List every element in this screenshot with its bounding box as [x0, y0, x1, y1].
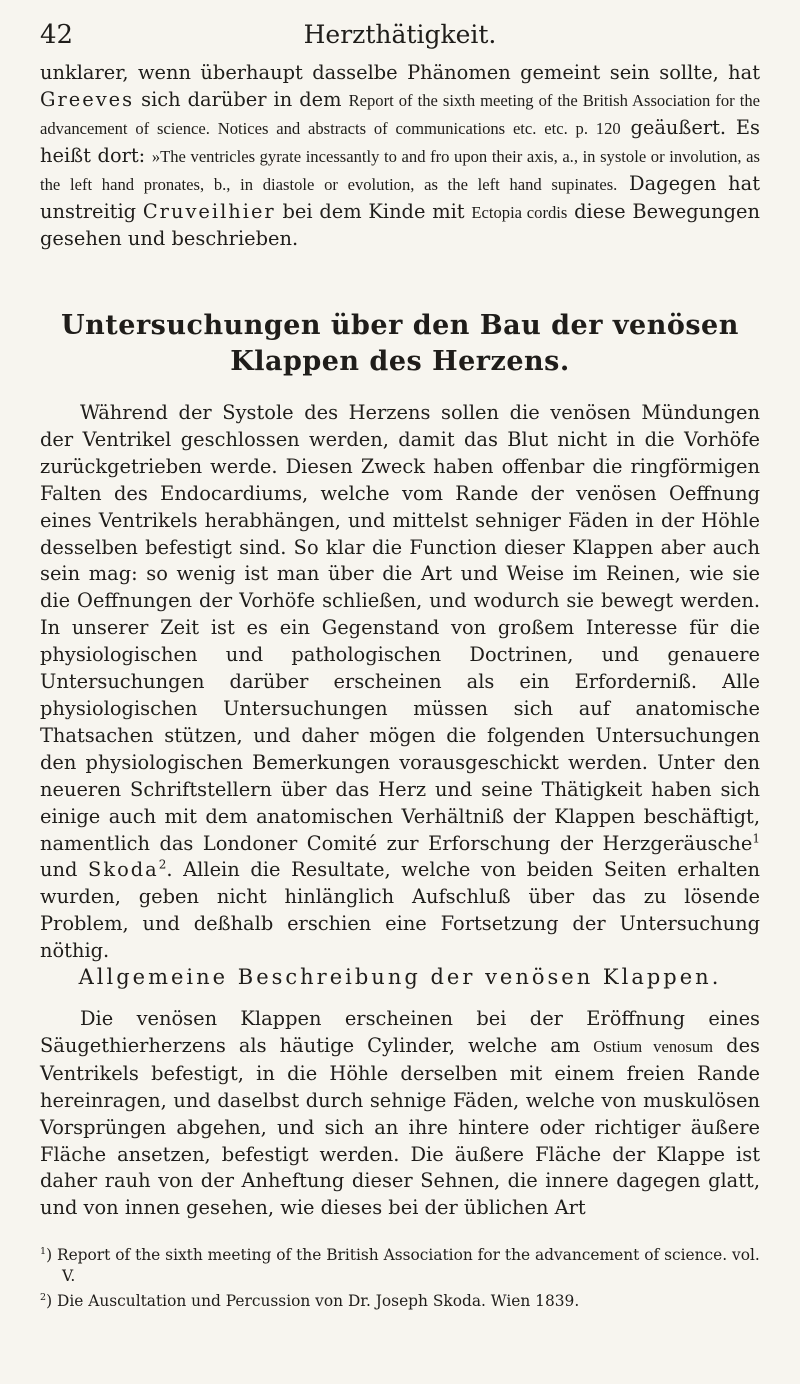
- citation-latin: Report of the sixth meeting of the British Association for the advancement of science. Notices and abstracts of communications etc. etc. p. 120: [40, 90, 760, 138]
- section-heading: Untersuchungen über den Bau der venösen Klappen des Herzens.: [61, 310, 739, 377]
- paragraph: Die venösen Klappen erscheinen bei der Eröffnung eines Säugethierherzens als häutige Cylinder, welche am Ostium venosum des Ventrikels befestigt, in die Höhle derselben mit einem freien Rande hereinragen, und daselbst durch sehnige Fäden, welche von muskulösen Vorsprüngen abgehen, und sich an ihre hintere oder richtiger äußere Fläche ansetzen, befestigt werden. Die äußere Fläche der Klappe ist daher rauh von der Anheftung dieser Sehnen, die innere dagegen glatt, und von innen gesehen, wie dieses bei der üblichen Art: [40, 1007, 760, 1220]
- page-header: [40, 20, 760, 52]
- footnote-mark: 2: [40, 1291, 47, 1303]
- footnote-mark: 1: [40, 1245, 47, 1257]
- paragraph-continued: unklarer, wenn überhaupt dasselbe Phänomen gemeint sein sollte, hat Greeves sich darüber in dem Report of the sixth meeting of the British Association for the advancement of science. Notices and abstracts of communications etc. etc. p. 120 geäußert. Es heißt dort: »The ventricles gyrate incessantly to and fro upon their axis, a., in systole or involution, as the left hand pronates, b., in diastole or evolution, as the left hand supinates. Dagegen hat unstreitig Cruveilhier bei dem Kinde mit Ectopia cordis diese Bewegungen gesehen und beschrieben.: [40, 61, 761, 251]
- english-quote: »The ventricles gyrate incessantly to and fro upon their axis, a., in systole or involution, as the left hand pronates, b., in diastole or evolution, as the left hand supinates.: [40, 146, 760, 194]
- footnote-ref: 2: [158, 857, 167, 872]
- footnote: $^1$) Report of the sixth meeting of the British Association for the advancement of science. vol. V.: [40, 1245, 760, 1285]
- running-title: Herzthätigkeit.: [303, 20, 497, 49]
- footnote-ref: 1: [752, 831, 760, 846]
- paragraph: Während der Systole des Herzens sollen die venösen Mündungen der Ventrikel geschlossen werden, damit das Blut nicht in die Vorhöfe zurückgetrieben werde. Diesen Zweck haben offenbar die ringförmigen Falten des Endocardiums, welche vom Rande der venösen Oeffnung eines Ventrikels herabhängen, und mittelst sehniger Fäden in der Höhle desselben befestigt sind. So klar die Function dieser Klappen aber auch sein mag: so wenig ist man über die Art und Weise im Reinen, wie sie die Oeffnungen der Vorhöfe schließen, und wodurch sie bewegt werden. In unserer Zeit ist es ein Gegenstand von großem Interesse für die physiologischen und pathologischen Doctrinen, und genauere Untersuchungen darüber erscheinen als ein Erforderniß. Alle physiologischen Untersuchungen müssen sich auf anatomische Thatsachen stützen, und daher mögen die folgenden Untersuchungen den physiologischen Bemerkungen vorausgeschickt werden. Unter den neueren Schriftstellern über das Herz und seine Thätigkeit haben sich einige auch mit dem anatomischen Verhältniß der Klappen beschäftigt, namentlich das Londoner Comité zur Erforschung der Herzgeräusche$^1$ und Skoda$^2$. Allein die Resultate, welche von beiden Seiten erhalten wurden, geben nicht hinlänglich Aufschluß über das zu lösende Problem, und deßhalb erschien eine Fortsetzung der Untersuchung nöthig.: [40, 401, 760, 963]
- latin-term: Ostium venosum: [593, 1036, 714, 1056]
- page-number: 42: [40, 20, 74, 50]
- author-name: Cruveilhier: [142, 199, 276, 223]
- subsection-heading: Allgemeine Beschreibung der venösen Klappen.: [78, 965, 722, 989]
- footnotes: [40, 1245, 760, 1312]
- footnote: $^2$) Die Auscultation und Percussion von Dr. Joseph Skoda. Wien 1839.: [40, 1291, 580, 1310]
- author-name: Greeves: [40, 87, 135, 111]
- latin-term: Ectopia cordis: [471, 202, 568, 222]
- author-name: Skoda: [88, 858, 159, 882]
